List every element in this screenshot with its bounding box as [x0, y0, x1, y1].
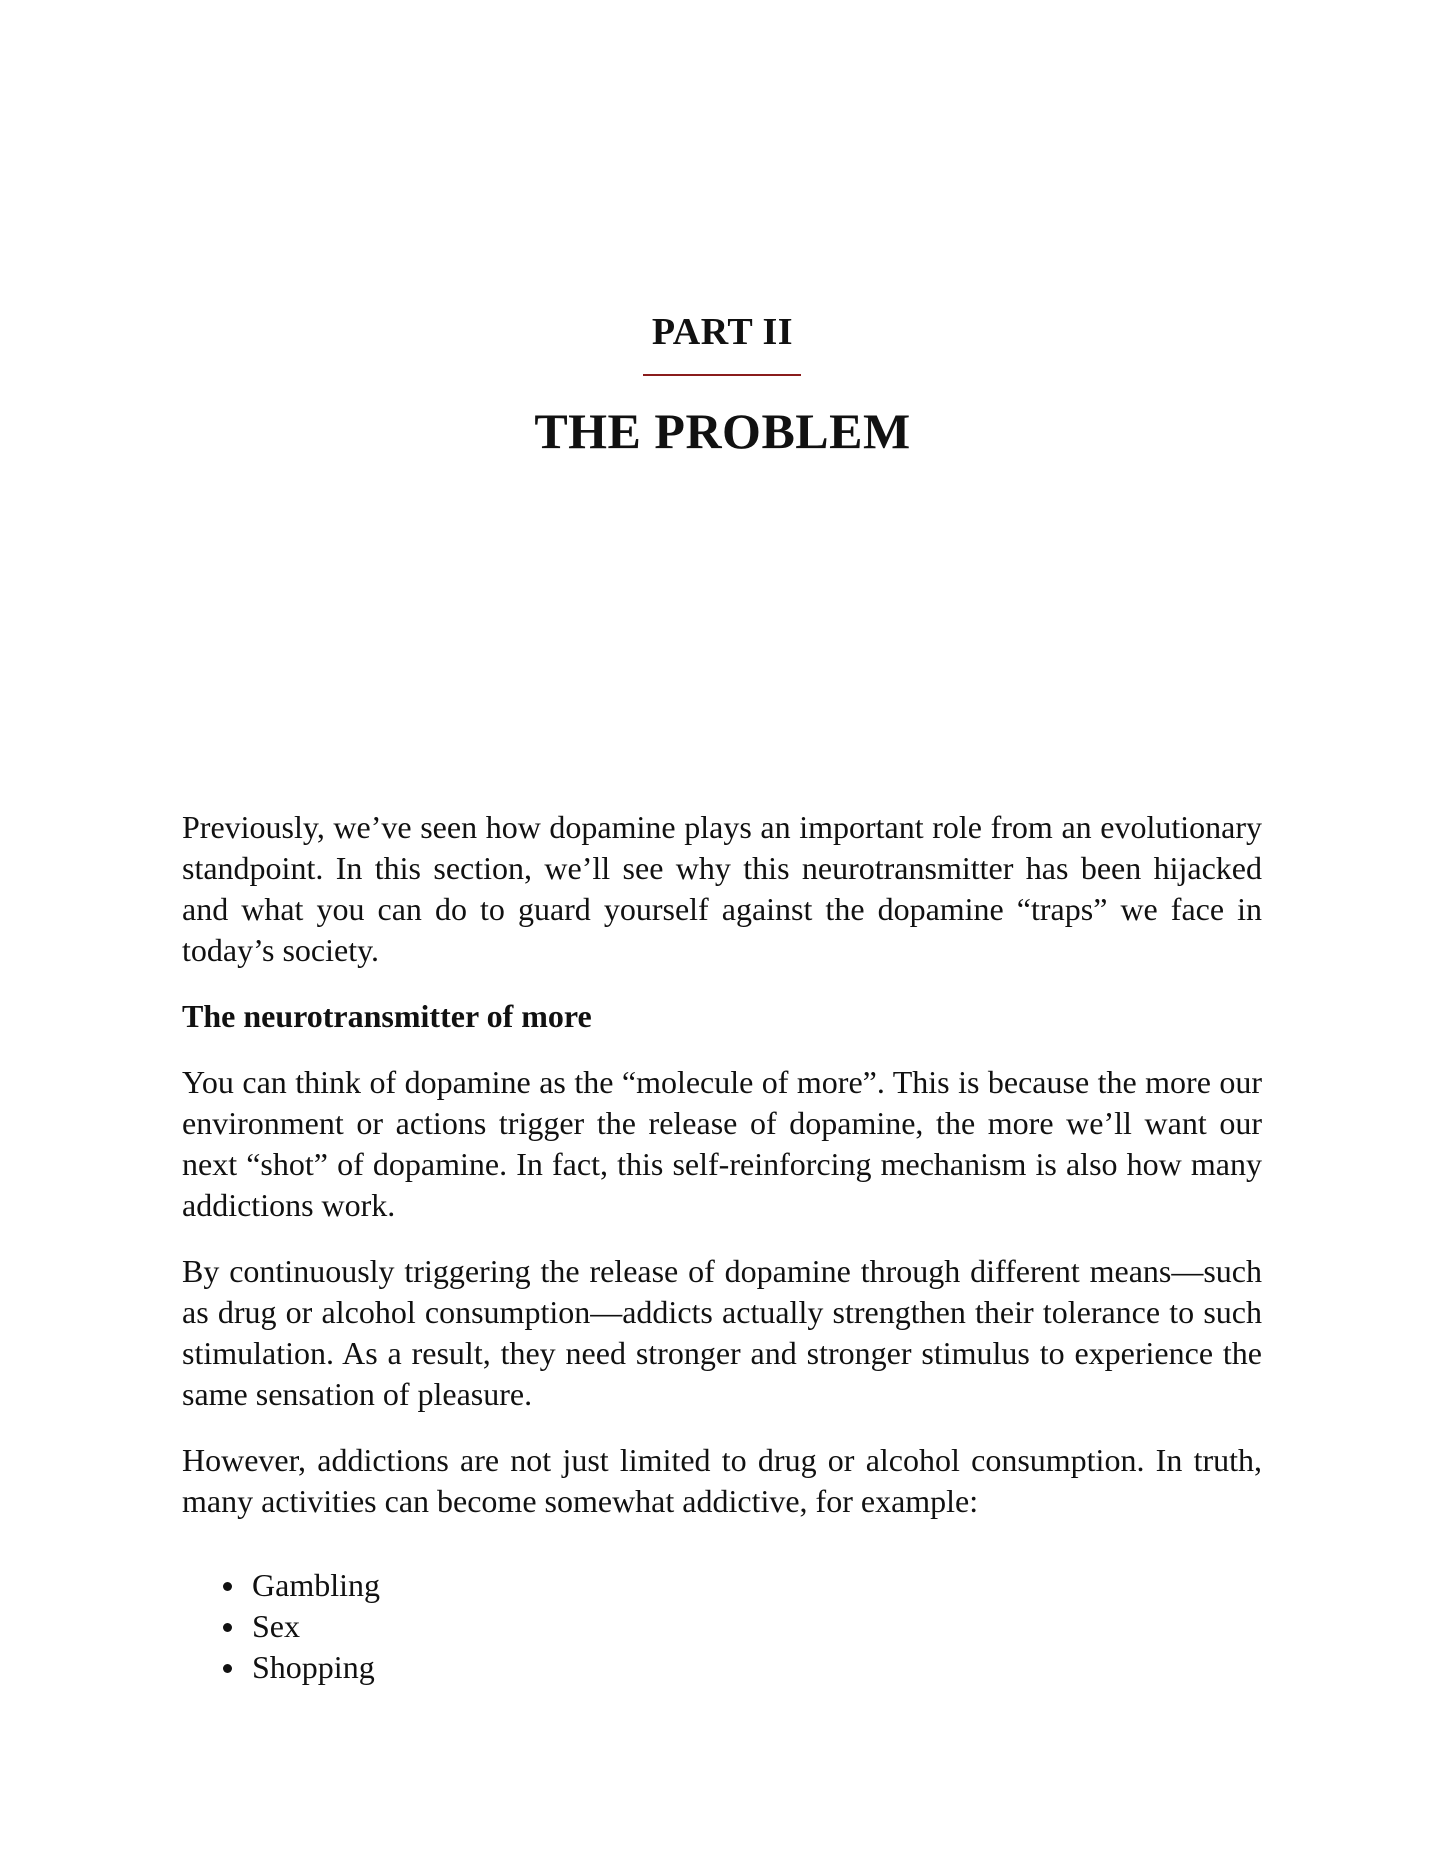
body-content [182, 807, 1262, 1688]
list-item [252, 1606, 1262, 1647]
bullet-icon [223, 1623, 232, 1632]
paragraph: You can think of dopamine as the “molecule of more”. This is because the more our environment or actions trigger the release of dopamine, the more we’ll want our next “shot” of dopamine. In fact, this self-reinforcing mechanism is also how many addictions work. [182, 1064, 1262, 1223]
list-item-label: Gambling [252, 1567, 380, 1603]
list-item-label: Sex [252, 1608, 300, 1644]
addiction-list [182, 1565, 1262, 1688]
paragraph: By continuously triggering the release of dopamine through different means—such as drug or alcohol consumption—addicts actually strengthen their tolerance to such stimulation. As a result, they need stronger and stronger stimulus to experience the same sensation of pleasure. [182, 1253, 1262, 1412]
part-label: PART II [651, 311, 794, 353]
list-item-label: Shopping [252, 1649, 375, 1685]
list-item [252, 1565, 1262, 1606]
page-title: THE PROBLEM [534, 403, 911, 459]
paragraph: However, addictions are not just limited to drug or alcohol consumption. In truth, many activities can become somewhat addictive, for example: [182, 1442, 1262, 1519]
bullet-icon [223, 1664, 232, 1673]
intro-paragraph: Previously, we’ve seen how dopamine plays an important role from an evolutionary standpoint. In this section, we’ll see why this neurotransmitter has been hijacked and what you can do to guard yourself against the dopamine “traps” we face in today’s society. [182, 809, 1262, 968]
bullet-icon [223, 1582, 232, 1591]
list-item [252, 1647, 1262, 1688]
section-heading: The neurotransmitter of more [182, 998, 592, 1034]
title-divider [643, 374, 801, 376]
